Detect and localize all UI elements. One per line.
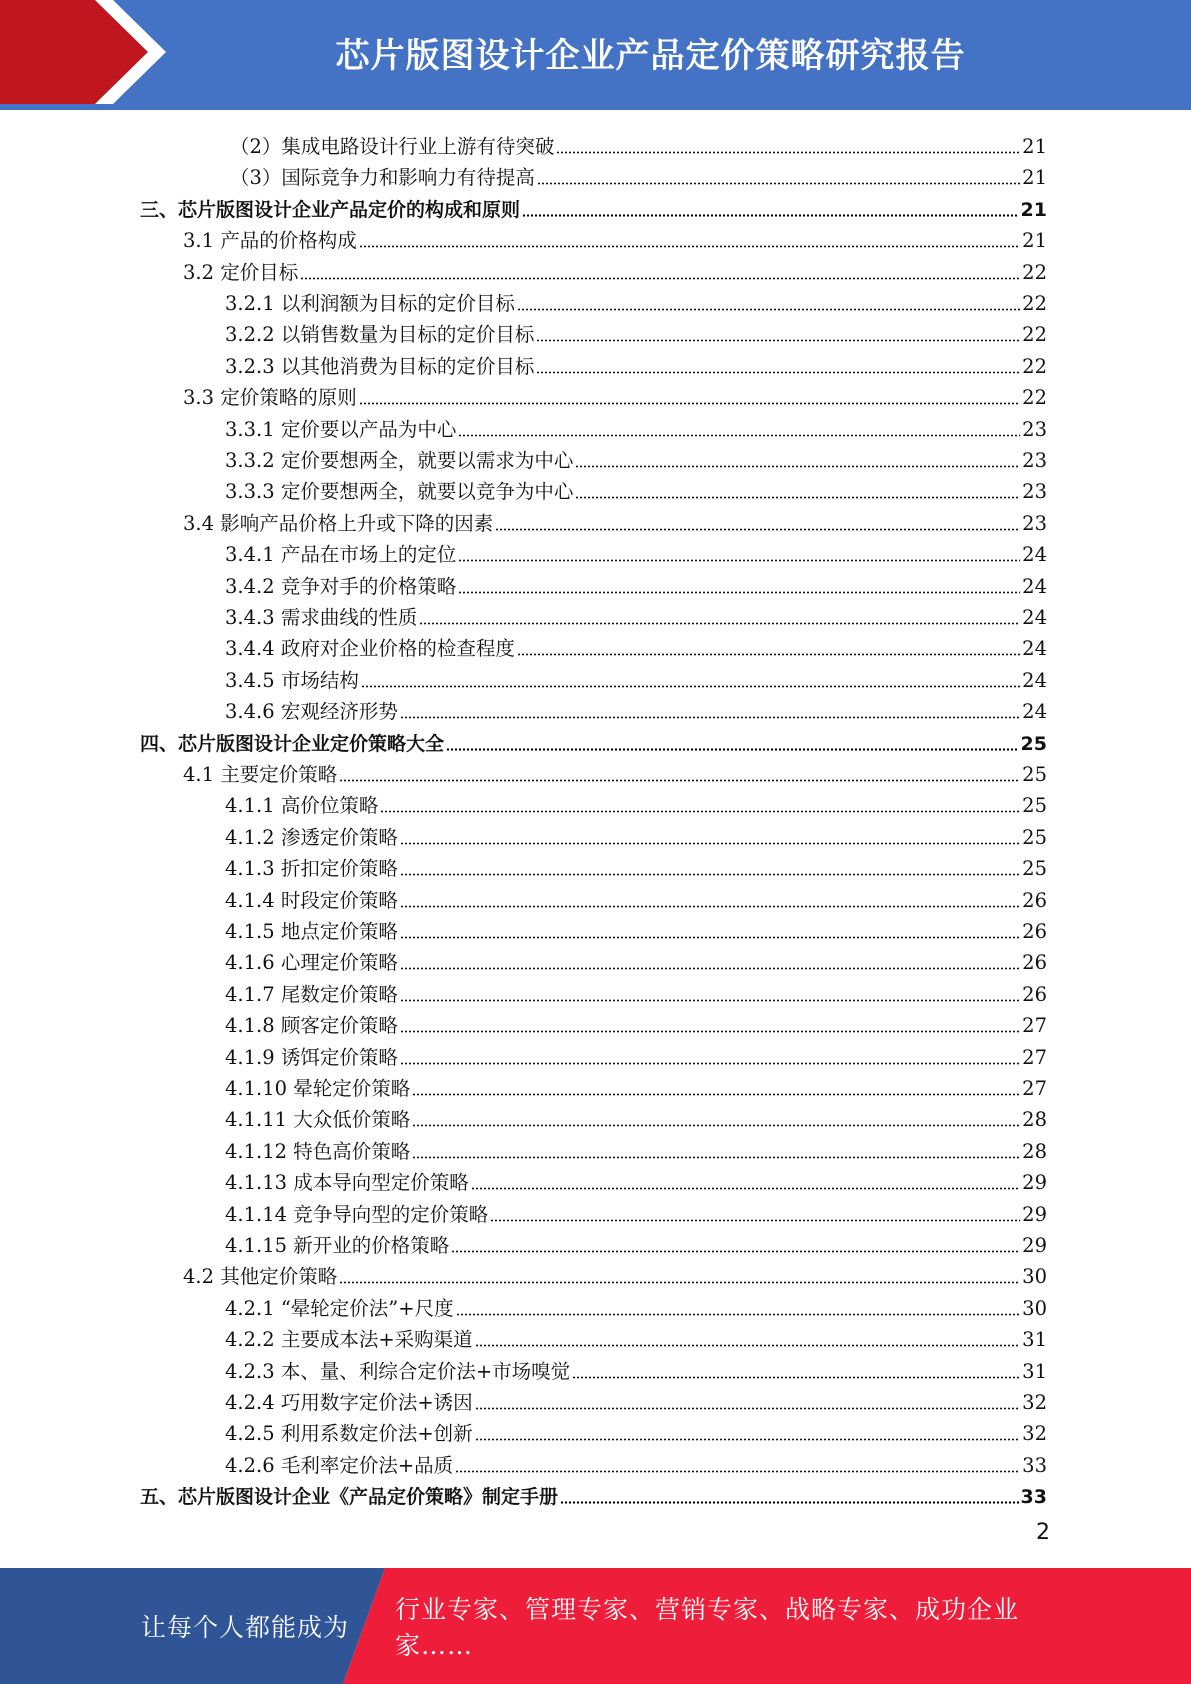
toc-dot-leader [456, 1313, 1021, 1316]
toc-entry-label: 3.3.2 定价要想两全，就要以需求为中心 [225, 449, 574, 472]
toc-entry[interactable] [140, 725, 1047, 756]
toc-entry-page: 29 [1022, 1202, 1047, 1226]
toc-entry[interactable] [225, 1007, 1047, 1038]
toc-entry-label: 4.1.1 高价位策略 [225, 794, 379, 818]
toc-entry-page: 27 [1022, 1077, 1047, 1100]
toc-dot-leader [400, 905, 1020, 908]
toc-entry-page: 26 [1022, 951, 1047, 975]
footer-banner [0, 1568, 1191, 1684]
toc-entry-page: 28 [1022, 1108, 1047, 1132]
toc-entry[interactable] [140, 191, 1047, 222]
toc-entry[interactable] [225, 1353, 1047, 1384]
toc-entry-page: 24 [1022, 637, 1047, 661]
toc-entry-page: 25 [1022, 763, 1047, 786]
toc-entry-label: 3.3.1 定价要以产品为中心 [225, 417, 457, 441]
toc-entry-page: 24 [1022, 700, 1047, 724]
toc-dot-leader [400, 1062, 1020, 1065]
toc-entry-page: 24 [1022, 606, 1047, 629]
toc-entry-page: 31 [1022, 1359, 1047, 1383]
toc-entry-page: 26 [1022, 982, 1047, 1006]
toc-entry-label: 4.1.9 诱饵定价策略 [225, 1045, 398, 1069]
toc-dot-leader [537, 182, 1020, 185]
toc-entry-label: 4.2 其他定价策略 [183, 1265, 338, 1289]
toc-dot-leader [458, 434, 1020, 437]
toc-entry-label: 4.1.4 时段定价策略 [225, 888, 398, 912]
toc-entry[interactable] [225, 411, 1047, 442]
toc-entry-label: 4.2.6 毛利率定价法+品质 [225, 1453, 454, 1477]
toc-entry[interactable] [225, 1447, 1047, 1478]
toc-dot-leader [400, 716, 1020, 719]
toc-entry-label: 4.1.10 晕轮定价策略 [225, 1077, 411, 1100]
toc-entry-page: 24 [1022, 543, 1047, 567]
toc-entry[interactable] [225, 473, 1047, 504]
toc-entry[interactable] [183, 222, 1047, 253]
toc-entry[interactable] [225, 442, 1047, 473]
toc-dot-leader [339, 779, 1020, 782]
toc-entry[interactable] [225, 536, 1047, 567]
toc-entry-page: 27 [1022, 1014, 1047, 1038]
toc-entry[interactable] [225, 285, 1047, 316]
toc-entry-page: 23 [1022, 480, 1047, 504]
toc-entry[interactable] [225, 1039, 1047, 1070]
toc-entry-page: 29 [1022, 1234, 1047, 1257]
toc-entry[interactable] [225, 1196, 1047, 1227]
toc-dot-leader [458, 591, 1020, 594]
toc-entry-label: 五、芯片版图设计企业《产品定价策略》制定手册 [140, 1486, 559, 1509]
toc-dot-leader [455, 1470, 1020, 1473]
toc-entry[interactable] [225, 819, 1047, 850]
toc-entry-page: 22 [1022, 323, 1047, 347]
toc-entry-page: 21 [1022, 229, 1047, 253]
toc-entry[interactable] [225, 913, 1047, 944]
toc-entry-label: 3.4.4 政府对企业价格的检查程度 [225, 637, 515, 661]
toc-entry-label: 4.2.2 主要成本法+采购渠道 [225, 1328, 473, 1352]
toc-entry[interactable] [225, 599, 1047, 630]
toc-entry-label: 3.4.2 竞争对手的价格策略 [225, 574, 457, 598]
toc-dot-leader [572, 1376, 1020, 1379]
toc-entry[interactable] [225, 1164, 1047, 1195]
toc-dot-leader [495, 528, 1020, 531]
toc-entry[interactable] [225, 316, 1047, 347]
toc-entry[interactable] [225, 662, 1047, 693]
toc-dot-leader [400, 842, 1020, 845]
toc-entry[interactable] [225, 944, 1047, 975]
toc-entry-page: 22 [1022, 292, 1047, 315]
toc-dot-leader [419, 622, 1020, 625]
toc-entry-label: 3.2.3 以其他消费为目标的定价目标 [225, 354, 535, 378]
toc-entry-label: 3.4 影响产品价格上升或下降的因素 [183, 511, 494, 535]
toc-dot-leader [575, 496, 1020, 499]
toc-entry-page: 23 [1022, 417, 1047, 441]
toc-entry-page: 30 [1022, 1265, 1047, 1289]
toc-entry-page: 28 [1022, 1139, 1047, 1163]
toc-entry-page: 33 [1020, 1486, 1047, 1509]
toc-dot-leader [471, 1187, 1020, 1190]
toc-entry-label: 3.2 定价目标 [183, 260, 299, 284]
toc-entry-label: 3.3 定价策略的原则 [183, 386, 357, 410]
toc-entry-page: 32 [1022, 1422, 1047, 1446]
toc-entry[interactable] [225, 630, 1047, 661]
toc-entry-page: 33 [1022, 1453, 1047, 1477]
toc-dot-leader [339, 1281, 1020, 1284]
toc-entry-label: （2）集成电路设计行业上游有待突破 [230, 135, 555, 158]
toc-entry-label: 3.2.2 以销售数量为目标的定价目标 [225, 323, 535, 347]
toc-entry[interactable] [225, 568, 1047, 599]
toc-dot-leader [517, 308, 1020, 311]
toc-dot-leader [400, 936, 1020, 939]
toc-entry-page: 25 [1022, 857, 1047, 881]
toc-dot-leader [412, 1156, 1020, 1159]
toc-entry-page: 26 [1022, 888, 1047, 912]
toc-dot-leader [475, 1438, 1021, 1441]
toc-entry-page: 32 [1022, 1391, 1047, 1414]
toc-entry-page: 29 [1022, 1171, 1047, 1195]
toc-dot-leader [400, 1030, 1020, 1033]
toc-dot-leader [575, 465, 1020, 468]
toc-dot-leader [458, 559, 1020, 562]
toc-dot-leader [522, 214, 1019, 217]
toc-dot-leader [556, 151, 1020, 154]
toc-entry-page: 30 [1022, 1296, 1047, 1320]
toc-entry[interactable] [225, 1133, 1047, 1164]
toc-dot-leader [536, 371, 1020, 374]
toc-dot-leader [412, 1124, 1020, 1127]
toc-entry[interactable] [225, 1415, 1047, 1446]
toc-entry-label: 3.3.3 定价要想两全，就要以竞争为中心 [225, 480, 574, 504]
toc-entry-label: 4.1.7 尾数定价策略 [225, 982, 398, 1006]
toc-entry-page: 22 [1022, 260, 1047, 284]
footer-slogan-right: 行业专家、管理专家、营销专家、战略专家、成功企业家…… [395, 1595, 1020, 1660]
toc-entry-page: 25 [1022, 794, 1047, 818]
toc-entry-label: 3.4.1 产品在市场上的定位 [225, 543, 457, 567]
toc-entry-label: 3.2.1 以利润额为目标的定价目标 [225, 292, 515, 315]
toc-entry-label: 三、芯片版图设计企业产品定价的构成和原则 [140, 198, 521, 221]
toc-dot-leader [400, 967, 1020, 970]
toc-dot-leader [400, 999, 1020, 1002]
toc-entry-label: 4.1.2 渗透定价策略 [225, 825, 398, 849]
toc-entry[interactable] [140, 1478, 1047, 1509]
footer-slogan-left: 让每个人都能成为 [140, 1613, 349, 1642]
toc-dot-leader [359, 402, 1020, 405]
toc-entry[interactable] [225, 1290, 1047, 1321]
toc-entry[interactable] [225, 348, 1047, 379]
toc-entry-page: 23 [1022, 511, 1047, 535]
toc-entry[interactable] [225, 976, 1047, 1007]
toc-entry-label: 四、芯片版图设计企业定价策略大全 [140, 732, 445, 755]
toc-entry-page: 22 [1022, 354, 1047, 378]
toc-entry[interactable] [225, 1070, 1047, 1101]
toc-entry[interactable] [225, 1321, 1047, 1352]
toc-entry-page: 23 [1022, 449, 1047, 472]
toc-entry-label: 4.1.6 心理定价策略 [225, 951, 398, 975]
toc-entry-label: 4.1.11 大众低价策略 [225, 1108, 411, 1132]
toc-entry[interactable] [225, 850, 1047, 881]
toc-entry[interactable] [183, 254, 1047, 285]
toc-entry[interactable] [183, 756, 1047, 787]
toc-entry-label: 4.1.8 顾客定价策略 [225, 1014, 398, 1038]
toc-entry[interactable] [230, 128, 1047, 159]
toc-dot-leader [412, 1093, 1020, 1096]
toc-dot-leader [400, 873, 1020, 876]
toc-entry-label: 4.2.1 “晕轮定价法”+尺度 [225, 1296, 454, 1320]
page-number: 2 [1036, 1520, 1050, 1545]
toc-entry-page: 31 [1022, 1328, 1047, 1352]
toc-entry-page: 21 [1022, 166, 1047, 190]
toc-entry-label: 4.1.5 地点定价策略 [225, 920, 398, 943]
toc-entry-label: 4.2.4 巧用数字定价法+诱因 [225, 1391, 473, 1414]
toc-entry-label: 4.1.15 新开业的价格策略 [225, 1234, 450, 1257]
toc-entry[interactable] [183, 505, 1047, 536]
toc-entry-page: 22 [1022, 386, 1047, 410]
toc-entry[interactable] [225, 693, 1047, 724]
toc-entry-page: 27 [1022, 1045, 1047, 1069]
toc-entry[interactable] [225, 1227, 1047, 1258]
toc-entry-page: 24 [1022, 668, 1047, 692]
toc-dot-leader [359, 245, 1020, 248]
toc-dot-leader [475, 1407, 1021, 1410]
toc-dot-leader [380, 810, 1020, 813]
toc-entry-label: 3.4.6 宏观经济形势 [225, 700, 398, 724]
toc-dot-leader [446, 748, 1019, 751]
toc-entry-label: 4.1 主要定价策略 [183, 763, 338, 786]
toc-entry-label: 4.1.14 竞争导向型的定价策略 [225, 1202, 489, 1226]
toc-entry-label: 4.1.3 折扣定价策略 [225, 857, 398, 881]
toc-entry-label: 3.4.5 市场结构 [225, 668, 359, 692]
toc-dot-leader [560, 1501, 1019, 1504]
toc-entry-label: 4.1.12 特色高价策略 [225, 1139, 411, 1163]
toc-dot-leader [361, 685, 1020, 688]
toc-entry-page: 21 [1022, 135, 1047, 158]
toc-entry[interactable] [225, 1384, 1047, 1415]
toc-dot-leader [475, 1344, 1021, 1347]
toc-entry-label: （3）国际竞争力和影响力有待提高 [230, 166, 535, 190]
toc-dot-leader [300, 277, 1020, 280]
toc-entry-page: 26 [1022, 920, 1047, 943]
toc-entry[interactable] [230, 159, 1047, 190]
report-title: 芯片版图设计企业产品定价策略研究报告 [335, 35, 966, 76]
toc-entry-label: 4.1.13 成本导向型定价策略 [225, 1171, 469, 1195]
toc-entry-label: 4.2.3 本、量、利综合定价法+市场嗅觉 [225, 1359, 571, 1383]
toc-entry-label: 3.4.3 需求曲线的性质 [225, 606, 418, 629]
toc-entry-page: 21 [1020, 198, 1047, 221]
toc-entry[interactable] [225, 882, 1047, 913]
toc-entry-label: 4.2.5 利用系数定价法+创新 [225, 1422, 473, 1446]
toc-entry[interactable] [225, 1101, 1047, 1132]
toc-entry-page: 25 [1020, 732, 1047, 755]
toc-dot-leader [536, 339, 1020, 342]
toc-entry-page: 24 [1022, 574, 1047, 598]
toc-entry-page: 25 [1022, 825, 1047, 849]
toc-entry[interactable] [225, 787, 1047, 818]
toc-dot-leader [451, 1250, 1020, 1253]
toc-entry[interactable] [183, 1258, 1047, 1289]
toc-entry[interactable] [183, 379, 1047, 410]
toc-entry-label: 3.1 产品的价格构成 [183, 229, 357, 253]
report-header [0, 0, 1191, 110]
toc-dot-leader [490, 1219, 1020, 1222]
toc-dot-leader [517, 653, 1020, 656]
